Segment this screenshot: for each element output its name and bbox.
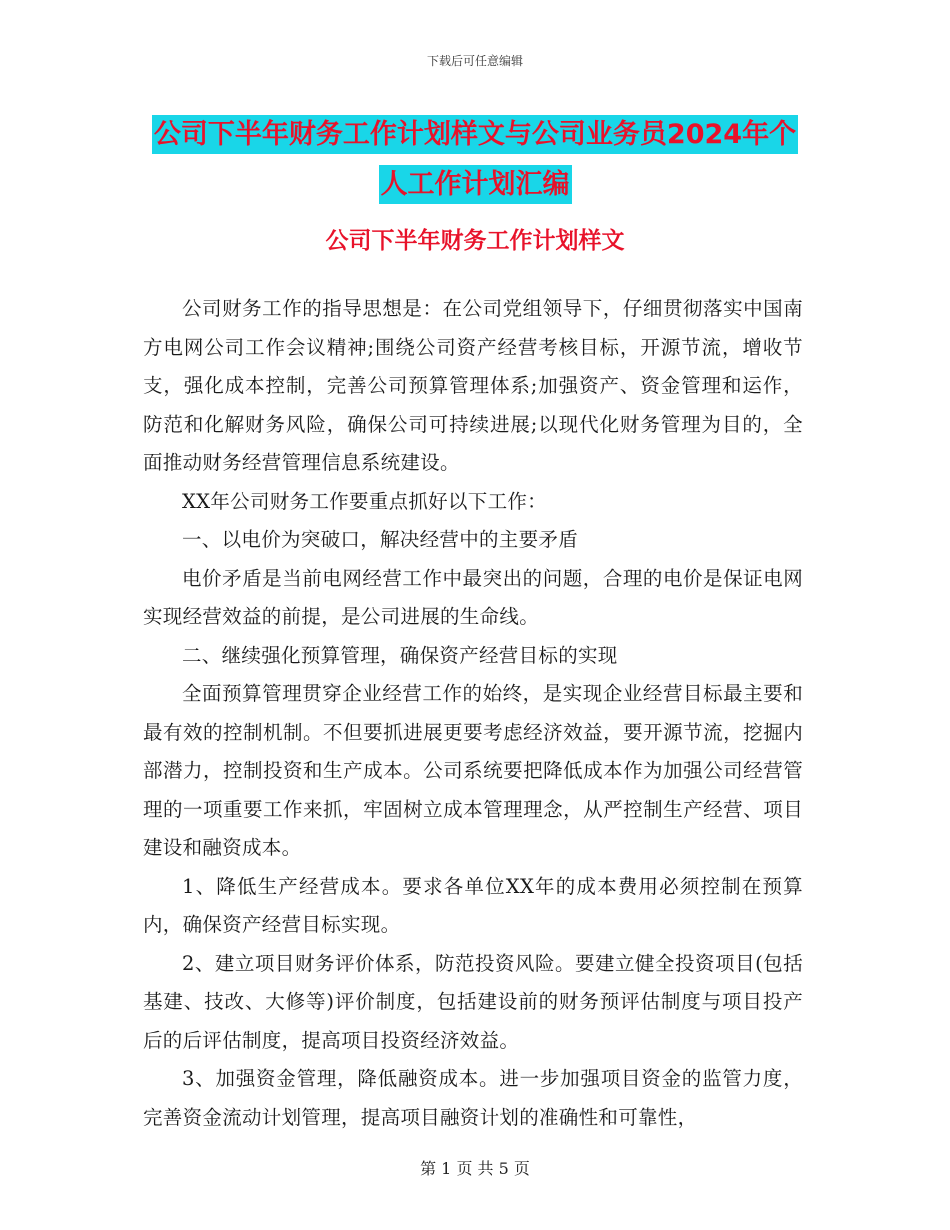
main-title-line-2: 人工作计划汇编 [379, 165, 572, 204]
section-title: 公司下半年财务工作计划样文 [325, 228, 625, 254]
paragraph: 1、降低生产经营成本。要求各单位XX年的成本费用必须控制在预算内，确保资产经营目标实现。 [143, 874, 803, 936]
paragraph-heading: 一、以电价为突破口，解决经营中的主要矛盾 [182, 528, 579, 551]
page-footer: 第 1 页 共 5 页 [420, 1159, 530, 1178]
paragraph: 公司财务工作的指导思想是：在公司党组领导下，仔细贯彻落实中国南方电网公司工作会议精神;围绕公司资产经营考核目标，开源节流，增收节支，强化成本控制，完善公司预算管理体系;加强资产、资金管理和运作，防范和化解财务风险，确保公司可持续进展;以现代化财务管理为目的，全面推动财务经营管理信息系统建设。 [143, 297, 803, 474]
main-title [140, 110, 810, 210]
paragraph-heading: 二、继续强化预算管理，确保资产经营目标的实现 [182, 643, 618, 667]
header-note: 下载后可任意编辑 [426, 54, 523, 68]
document-body [143, 290, 803, 1137]
main-title-line-1: 公司下半年财务工作计划样文与公司业务员2024年个 [152, 115, 798, 154]
paragraph: XX年公司财务工作要重点抓好以下工作： [182, 489, 547, 513]
paragraph: 3、加强资金管理，降低融资成本。进一步加强项目资金的监管力度，完善资金流动计划管理，提高项目融资计划的准确性和可靠性， [143, 1067, 803, 1129]
paragraph: 电价矛盾是当前电网经营工作中最突出的问题，合理的电价是保证电网实现经营效益的前提，是公司进展的生命线。 [143, 566, 803, 628]
paragraph: 全面预算管理贯穿企业经营工作的始终，是实现企业经营目标最主要和最有效的控制机制。不但要抓进展更要考虑经济效益，要开源节流，挖掘内部潜力，控制投资和生产成本。公司系统要把降低成本作为加强公司经营管理的一项重要工作来抓，牢固树立成本管理理念，从严控制生产经营、项目建设和融资成本。 [143, 682, 803, 859]
paragraph: 2、建立项目财务评价体系，防范投资风险。要建立健全投资项目(包括基建、技改、大修等)评价制度，包括建设前的财务预评估制度与项目投产后的后评估制度，提高项目投资经济效益。 [143, 951, 803, 1052]
